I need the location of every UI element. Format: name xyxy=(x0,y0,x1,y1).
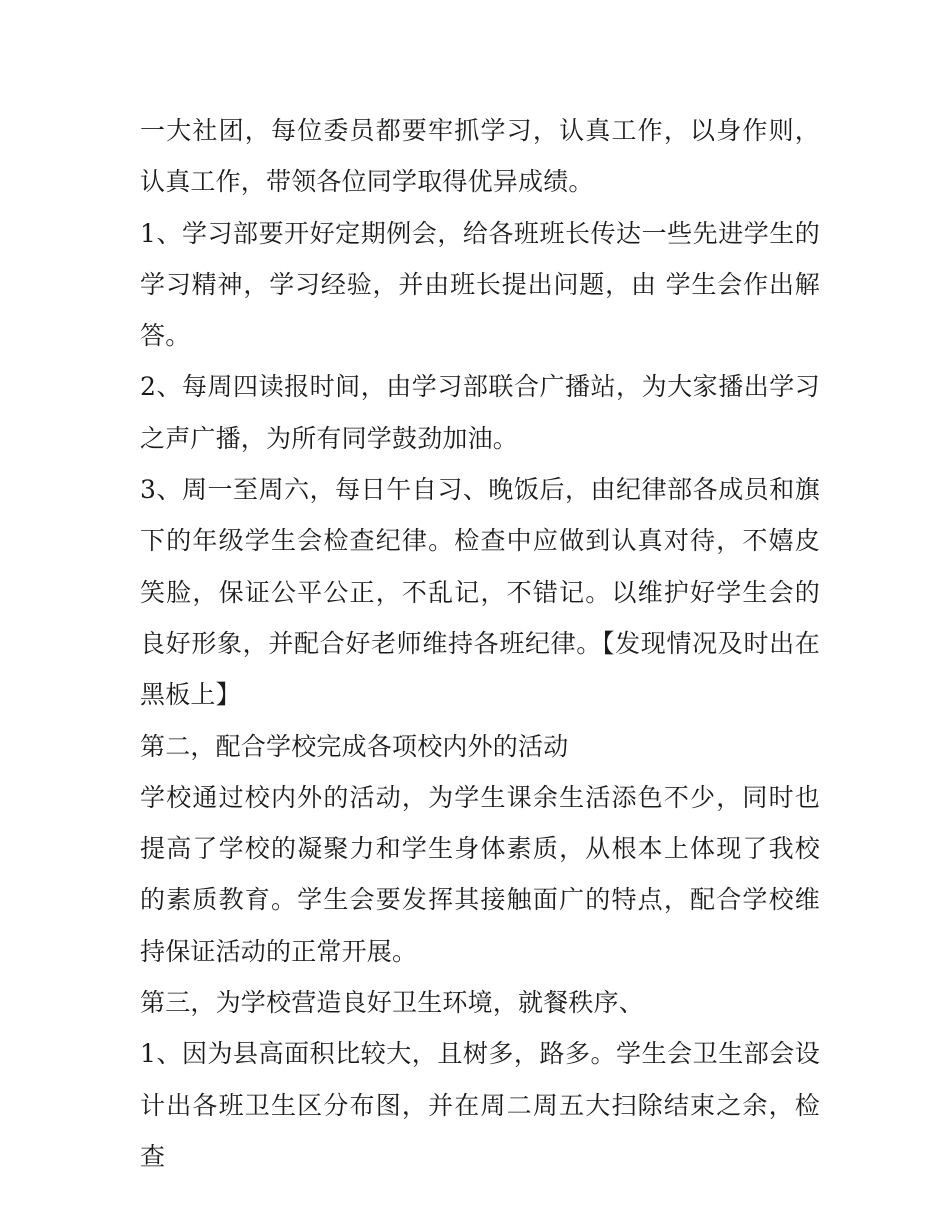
paragraph-hygiene-map: 1、因为县高面积比较大，且树多，路多。学生会卫生部会设计出各班卫生区分布图，并在周二周五大扫除结束之余，检查 xyxy=(140,1039,820,1171)
paragraph-broadcast: 2、每周四读报时间，由学习部联合广播站，为大家播出学习之声广播，为所有同学鼓劲加油。 xyxy=(140,372,820,453)
paragraph-study-meeting: 1、学习部要开好定期例会，给各班班长传达一些先进学生的学习精神，学习经验，并由班长提出问题，由 学生会作出解答。 xyxy=(140,218,820,351)
paragraph-committee-duties: 一大社团，每位委员都要牢抓学习，认真工作，以身作则，认真工作，带领各位同学取得优异成绩。 xyxy=(140,116,820,197)
paragraph-activities: 学校通过校内外的活动，为学生课余生活添色不少，同时也提高了学校的凝聚力和学生身体素质，从根本上体现了我校的素质教育。学生会要发挥其接触面广的特点，配合学校维持保证活动的正常开展。 xyxy=(140,782,820,966)
heading-third-hygiene: 第三，为学校营造良好卫生环境，就餐秩序、 xyxy=(140,988,645,1018)
document-body xyxy=(140,105,820,1182)
heading-second-activities: 第二，配合学校完成各项校内外的活动 xyxy=(140,731,569,761)
paragraph-discipline-check: 3、周一至周六，每日午自习、晚饭后，由纪律部各成员和旗下的年级学生会检查纪律。检查中应做到认真对待，不嬉皮笑脸，保证公平公正，不乱记，不错记。以维护好学生会的良好形象，并配合好老师维持各班纪律。【发现情况及时出在黑板上】 xyxy=(140,475,820,710)
